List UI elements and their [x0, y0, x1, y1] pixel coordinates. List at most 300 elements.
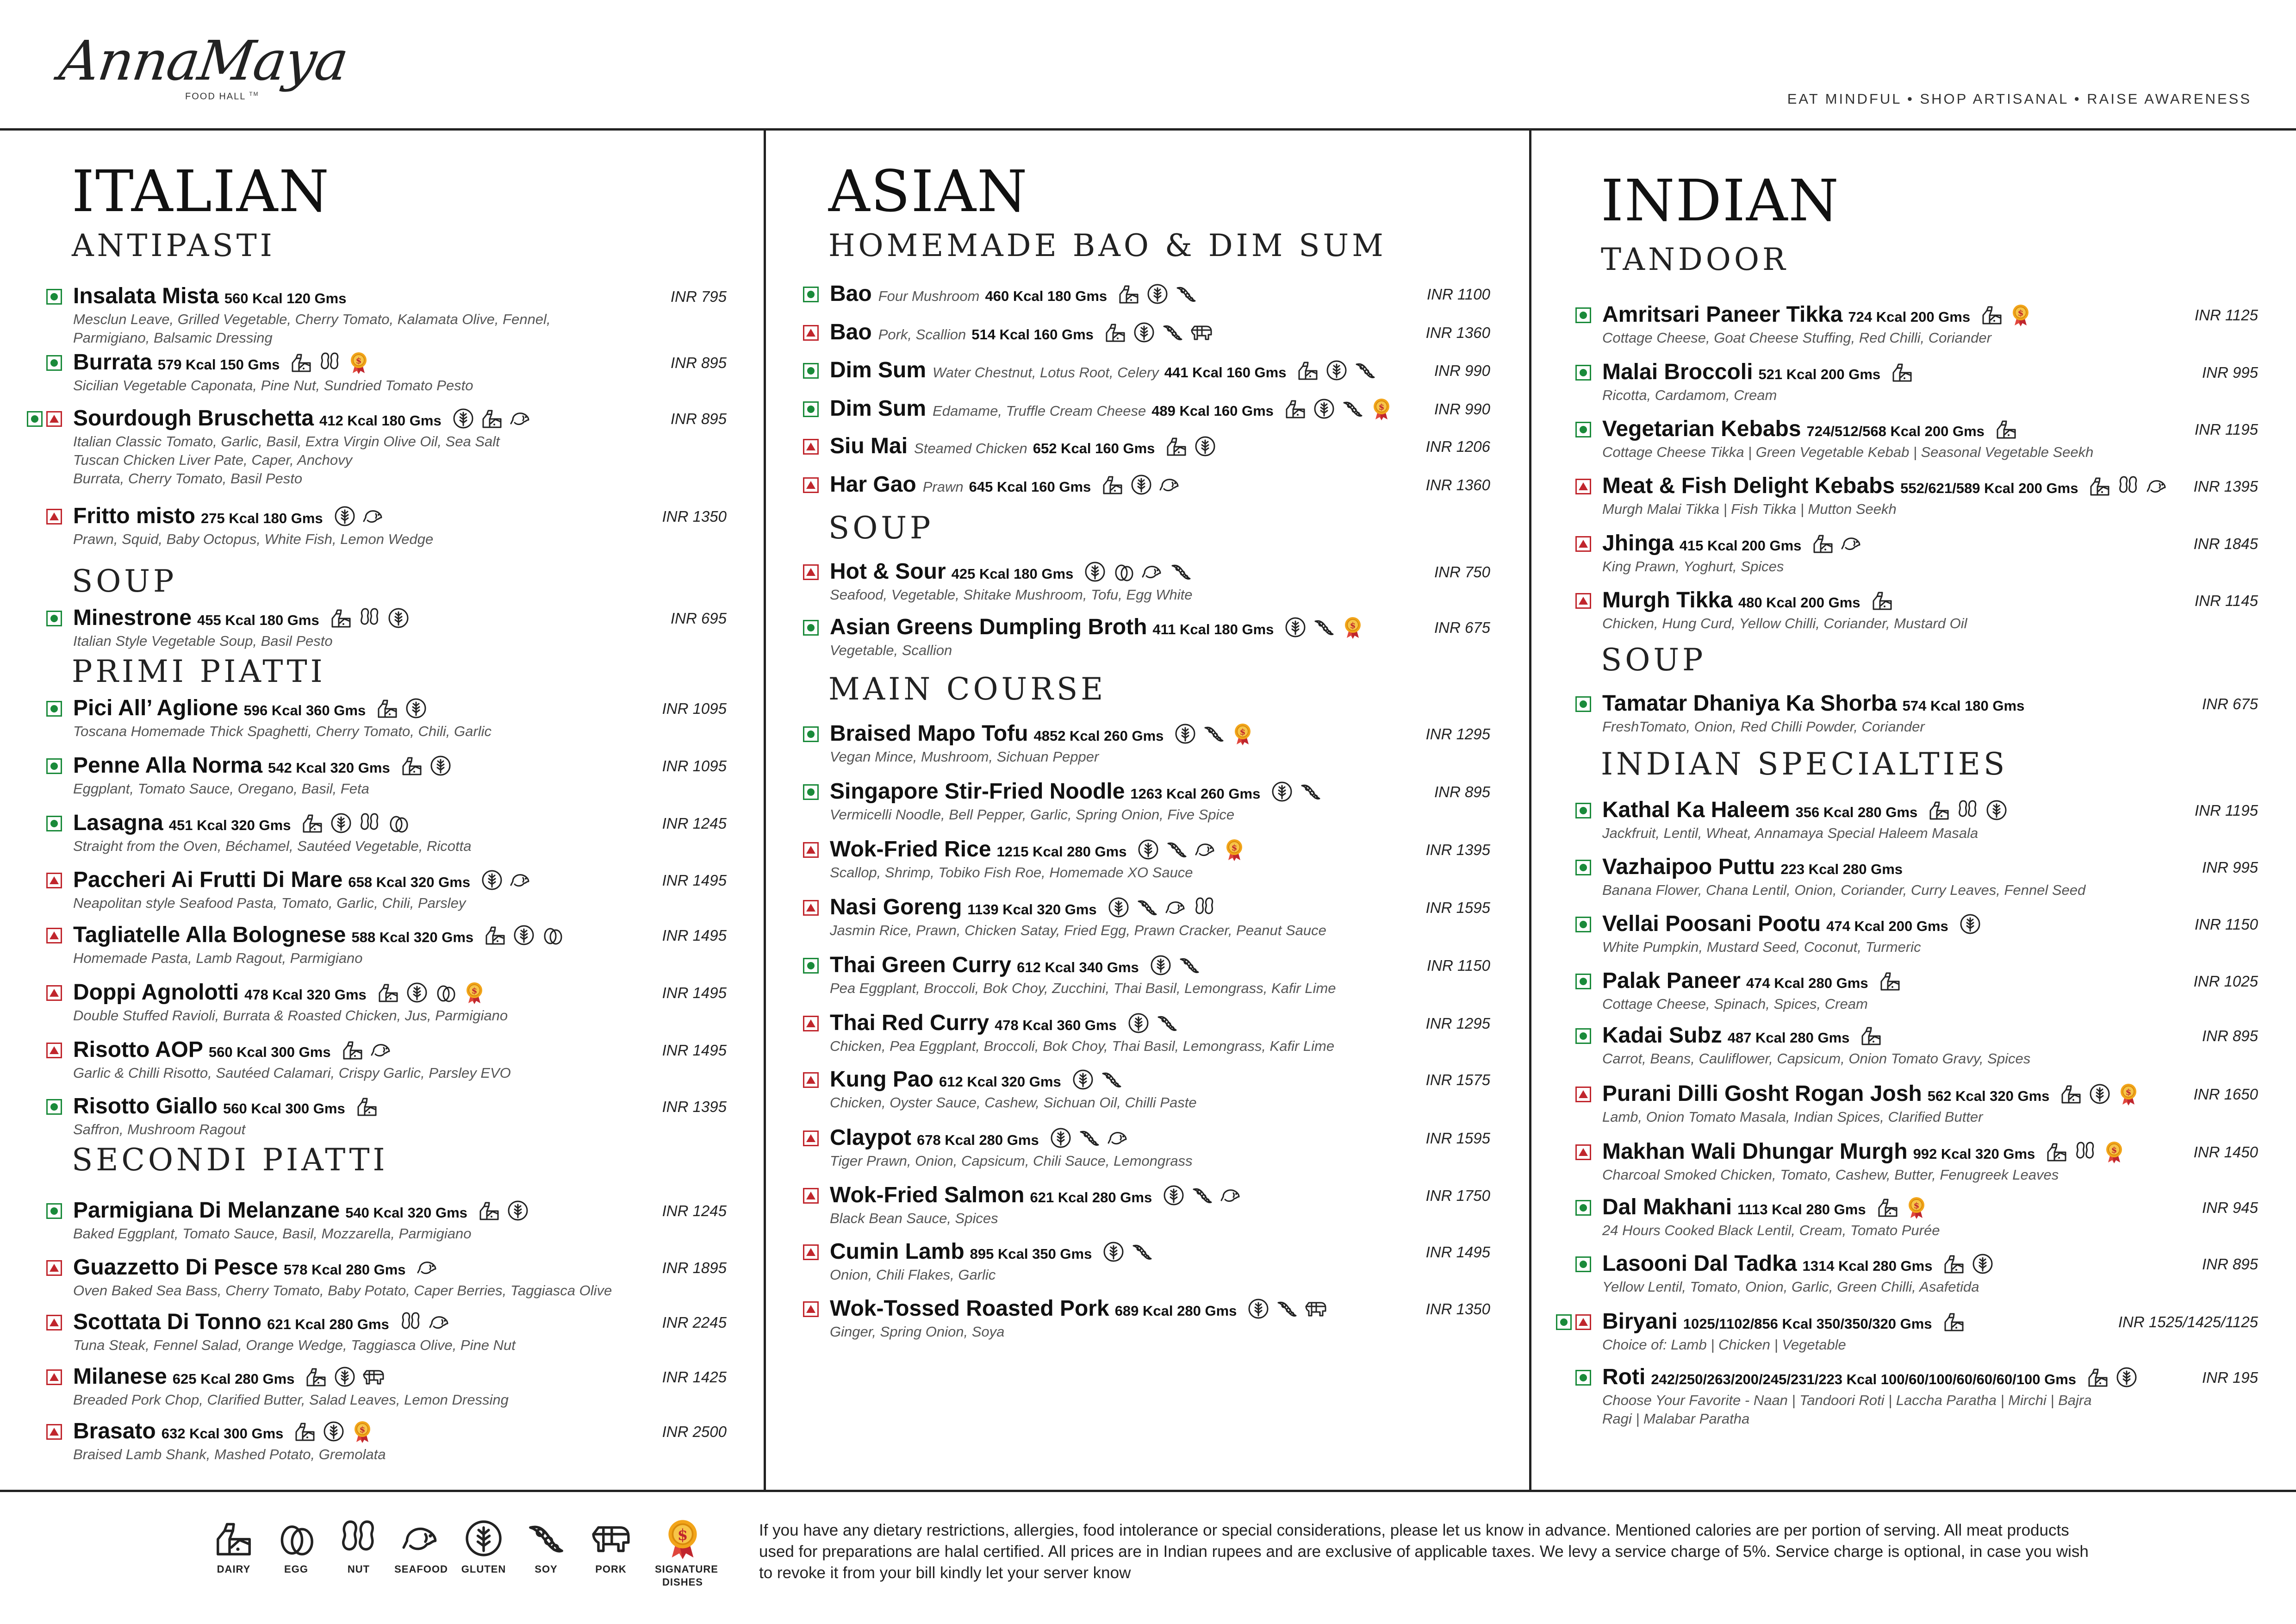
- dish-description: Choose Your Favorite - Naan | Tandoori Roti | Laccha Paratha | Mirchi | Bajra: [1602, 1392, 2092, 1408]
- menu-item: [1531, 302, 2296, 357]
- dish-price: INR 1495: [662, 872, 727, 889]
- menu-item: [1531, 1023, 2296, 1078]
- gluten-icon: [1313, 397, 1336, 420]
- dish-price: INR 1595: [1425, 1130, 1490, 1147]
- egg-icon: [1112, 560, 1135, 583]
- allergen-icons: [288, 1420, 374, 1443]
- seafood-icon: [2146, 475, 2169, 498]
- menu-item-title-line: [73, 605, 410, 631]
- menu-item-title-line: [830, 1067, 1123, 1092]
- seafood-icon: [1164, 896, 1188, 919]
- non-veg-mark-icon: [46, 873, 62, 888]
- menu-item: [1531, 587, 2296, 643]
- dish-price: INR 1845: [2193, 535, 2258, 552]
- dish-calories-weight: 455 Kcal 180 Gms: [197, 612, 319, 628]
- dish-price: INR 1360: [1425, 324, 1490, 341]
- section-title: MAIN COURSE: [828, 671, 1107, 707]
- allergen-icons: [395, 754, 452, 777]
- dish-price: INR 895: [1434, 783, 1490, 800]
- section-title: SOUP: [1601, 642, 1706, 678]
- svg-text:$: $: [471, 986, 478, 996]
- dairy-icon: [1995, 418, 2018, 441]
- seafood-icon: [1840, 532, 1863, 555]
- dish-name: Burrata: [73, 350, 152, 375]
- allergen-icons: [2054, 1082, 2140, 1106]
- dish-calories-weight: 552/621/589 Kcal 200 Gms: [1900, 480, 2078, 496]
- section-title: ANTIPASTI: [72, 228, 275, 263]
- non-veg-mark-icon: [1575, 1087, 1591, 1102]
- non-veg-mark-icon: [46, 1043, 62, 1058]
- menu-item-title-line: [830, 1182, 1243, 1208]
- dairy-icon: [1942, 1310, 1966, 1333]
- menu-item-title-line: [73, 1255, 439, 1280]
- allergen-icons: [2081, 1366, 2138, 1389]
- dish-calories-weight: 645 Kcal 160 Gms: [969, 479, 1091, 495]
- dairy-icon: [1811, 532, 1835, 555]
- dairy-icon: [2088, 475, 2111, 498]
- dish-calories-weight: 411 Kcal 180 Gms: [1152, 621, 1274, 637]
- dish-name: Bao: [830, 281, 872, 306]
- pork-icon: [1304, 1297, 1327, 1320]
- soy-icon: [1161, 321, 1184, 344]
- menu-item: [766, 721, 1529, 776]
- non-veg-mark-icon: [803, 325, 819, 341]
- allergen-icons: [371, 981, 486, 1004]
- menu-header: [0, 0, 2296, 131]
- menu-item: [1531, 1194, 2296, 1250]
- dish-description: Parmigiano, Balsamic Dressing: [73, 330, 273, 346]
- dish-calories-weight: 1215 Kcal 280 Gms: [996, 843, 1127, 860]
- signature-icon: [1370, 397, 1393, 420]
- dish-calories-weight: 474 Kcal 280 Gms: [1746, 975, 1868, 991]
- allergen-icons: [2040, 1140, 2126, 1163]
- dish-name: Dim Sum: [830, 396, 927, 421]
- dish-description: Tuna Steak, Fennel Salad, Orange Wedge, Taggiasca Olive, Pine Nut: [73, 1337, 516, 1353]
- dish-calories-weight: 478 Kcal 320 Gms: [244, 987, 367, 1003]
- dish-name: Brasato: [73, 1419, 156, 1443]
- menu-item-title-line: [830, 1125, 1130, 1150]
- non-veg-mark-icon: [1575, 479, 1591, 494]
- dish-description: Ricotta, Cardamom, Cream: [1602, 387, 1777, 403]
- nut-icon: [399, 1311, 423, 1334]
- dish-calories-weight: 689 Kcal 280 Gms: [1114, 1303, 1237, 1319]
- menu-item: [0, 1255, 764, 1310]
- menu-item: [0, 350, 764, 405]
- annamaya-logo: [56, 29, 352, 107]
- dairy-icon: [1871, 589, 1894, 612]
- allergen-icons: [1159, 435, 1217, 458]
- dish-price: INR 1245: [662, 815, 727, 832]
- dish-name: Wok-Tossed Roasted Pork: [830, 1296, 1109, 1321]
- soy-icon: [1078, 1126, 1101, 1149]
- allergen-icons: [295, 812, 410, 835]
- dish-calories-weight: 895 Kcal 350 Gms: [970, 1246, 1092, 1262]
- allergen-icons: [1098, 321, 1213, 344]
- non-veg-mark-icon: [46, 411, 62, 427]
- dish-description: Saffron, Mushroom Ragout: [73, 1121, 246, 1137]
- dish-calories-weight: 562 Kcal 320 Gms: [1927, 1088, 2050, 1104]
- dish-variant: Water Chestnut, Lotus Root, Celery: [933, 364, 1159, 381]
- svg-text:$: $: [677, 1526, 688, 1544]
- dish-name: Paccheri Ai Frutti Di Mare: [73, 868, 343, 892]
- allergen-icons: [1885, 361, 1914, 384]
- menu-item-title-line: [830, 433, 1217, 459]
- section-title: HOMEMADE BAO & DIM SUM: [828, 228, 1387, 263]
- brand-tagline: EAT MINDFUL • SHOP ARTISANAL • RAISE AWARENESS: [1787, 91, 2252, 107]
- menu-item: [766, 779, 1529, 834]
- dish-price: INR 2500: [662, 1423, 727, 1440]
- menu-item-title-line: [830, 472, 1182, 497]
- non-veg-mark-icon: [46, 509, 62, 525]
- menu-item-title-line: [1602, 587, 1894, 613]
- veg-mark-icon: [1575, 1200, 1591, 1216]
- dish-price: INR 1450: [2193, 1143, 2258, 1161]
- svg-text:$: $: [1240, 727, 1246, 737]
- column-asian: [766, 131, 1531, 1490]
- soy-icon: [1165, 838, 1188, 861]
- dish-name: Amritsari Paneer Tikka: [1602, 302, 1843, 327]
- dish-price: INR 1595: [1425, 899, 1490, 916]
- dairy-icon: [1101, 473, 1124, 496]
- dish-calories-weight: 356 Kcal 280 Gms: [1795, 804, 1918, 820]
- nut-icon: [358, 812, 381, 835]
- dish-name: Kadai Subz: [1602, 1023, 1722, 1048]
- dish-description: Onion, Chili Flakes, Garlic: [830, 1267, 996, 1283]
- dish-name: Wok-Fried Salmon: [830, 1183, 1025, 1207]
- dish-price: INR 1145: [2195, 592, 2258, 609]
- non-veg-mark-icon: [46, 1260, 62, 1276]
- dish-calories-weight: 478 Kcal 360 Gms: [995, 1017, 1117, 1033]
- veg-mark-icon: [1575, 1256, 1591, 1272]
- dish-description: Jackfruit, Lentil, Wheat, Annamaya Special Haleem Masala: [1602, 825, 1979, 841]
- soy-icon: [1156, 1012, 1179, 1035]
- menu-item-title-line: [1602, 1251, 1994, 1276]
- menu-item-title-line: [73, 503, 385, 529]
- dish-description: Lamb, Onion Tomato Masala, Indian Spices, Clarified Butter: [1602, 1109, 1983, 1125]
- allergen-icons: [1096, 1240, 1154, 1263]
- seafood-icon: [416, 1256, 439, 1279]
- logo-wordmark: AnnaMaya: [56, 29, 352, 93]
- allergen-icons: [1112, 282, 1198, 306]
- menu-item: [1531, 359, 2296, 415]
- dairy-icon: [1284, 397, 1307, 420]
- dairy-icon: [377, 981, 400, 1004]
- dairy-icon: [2045, 1140, 2068, 1163]
- nut-icon: [1193, 896, 1216, 919]
- dish-calories-weight: 1025/1102/856 Kcal 350/350/320 Gms: [1683, 1316, 1932, 1332]
- dish-price: INR 750: [1434, 563, 1490, 581]
- dish-name: Sourdough Bruschetta: [73, 406, 314, 431]
- gluten-icon: [1985, 799, 2008, 822]
- menu-item-title-line: [1602, 691, 2024, 716]
- allergen-icons: [1168, 722, 1254, 745]
- dish-variant: Four Mushroom: [878, 288, 980, 304]
- veg-mark-icon: [46, 701, 62, 717]
- dish-name: Claypot: [830, 1125, 912, 1150]
- legend-item-pork: [583, 1518, 639, 1576]
- veg-mark-icon: [803, 784, 819, 800]
- veg-mark-icon: [46, 758, 62, 774]
- gluten-icon: [1102, 1240, 1125, 1263]
- gluten-icon: [1194, 435, 1217, 458]
- dairy-icon: [305, 1365, 328, 1388]
- soy-icon: [1341, 397, 1364, 420]
- allergen-icons: [324, 606, 410, 630]
- dish-description: Straight from the Oven, Béchamel, Sautéed Vegetable, Ricotta: [73, 838, 472, 854]
- menu-item: [1531, 1081, 2296, 1137]
- gluten-icon: [1107, 896, 1130, 919]
- dish-description: Chicken, Hung Curd, Yellow Chilli, Coriander, Mustard Oil: [1602, 615, 1967, 631]
- soy-icon: [1178, 954, 1201, 977]
- svg-text:$: $: [1378, 402, 1385, 412]
- gluten-icon: [1247, 1297, 1270, 1320]
- gluten-icon: [463, 1518, 504, 1559]
- allergen-icons: [1873, 969, 1902, 993]
- gluten-icon: [1162, 1184, 1185, 1207]
- dish-calories-weight: 474 Kcal 200 Gms: [1826, 918, 1948, 934]
- dish-name: Jhinga: [1602, 531, 1674, 556]
- dish-description: Tuscan Chicken Liver Pate, Caper, Anchovy: [73, 452, 353, 468]
- dish-description: Prawn, Squid, Baby Octopus, White Fish, Lemon Wedge: [73, 531, 434, 547]
- veg-mark-icon: [1575, 696, 1591, 712]
- dish-price: INR 995: [2202, 859, 2258, 876]
- dish-description: FreshTomato, Onion, Red Chilli Powder, Coriander: [1602, 718, 1925, 735]
- seafood-icon: [1220, 1184, 1243, 1207]
- dish-name: Hot & Sour: [830, 559, 946, 584]
- dish-calories-weight: 1263 Kcal 260 Gms: [1130, 786, 1261, 802]
- dairy-icon: [1928, 799, 1951, 822]
- dish-name: Minestrone: [73, 606, 192, 630]
- menu-item-title-line: [1602, 531, 1863, 556]
- nut-icon: [318, 351, 342, 374]
- gluten-icon: [1174, 722, 1197, 745]
- dairy-icon: [376, 697, 399, 720]
- dish-calories-weight: 275 Kcal 180 Gms: [200, 510, 323, 526]
- menu-item: [766, 894, 1529, 950]
- menu-item-title-line: [1602, 1194, 1928, 1220]
- signature-icon: [1905, 1196, 1928, 1219]
- dish-description: Vermicelli Noodle, Bell Pepper, Garlic, Spring Onion, Five Spice: [830, 806, 1235, 823]
- non-veg-mark-icon: [1575, 1314, 1591, 1330]
- gluten-icon: [452, 407, 475, 430]
- menu-item: [1531, 968, 2296, 1024]
- dish-name: Guazzetto Di Pesce: [73, 1255, 278, 1280]
- dish-name: Thai Green Curry: [830, 953, 1012, 977]
- svg-text:$: $: [2017, 308, 2024, 318]
- dish-calories-weight: 596 Kcal 360 Gms: [243, 702, 366, 718]
- svg-text:$: $: [360, 1424, 366, 1435]
- dairy-icon: [1860, 1024, 1883, 1047]
- menu-item-title-line: [830, 837, 1246, 862]
- allergen-icons: [1291, 359, 1377, 382]
- menu-item: [766, 1010, 1529, 1066]
- dish-price: INR 1095: [662, 700, 727, 717]
- allergen-icons: [1121, 1012, 1179, 1035]
- dairy-icon: [355, 1095, 379, 1118]
- dairy-icon: [290, 351, 313, 374]
- svg-text:$: $: [1913, 1200, 1919, 1211]
- soy-icon: [525, 1518, 567, 1559]
- column-indian: [1531, 131, 2296, 1490]
- dairy-icon: [2086, 1366, 2109, 1389]
- veg-mark-icon: [46, 1203, 62, 1219]
- dish-calories-weight: 621 Kcal 280 Gms: [267, 1316, 389, 1332]
- non-veg-mark-icon: [803, 1244, 819, 1260]
- menu-item-title-line: [73, 867, 532, 893]
- dish-name: Milanese: [73, 1364, 167, 1389]
- non-veg-mark-icon: [803, 900, 819, 916]
- allergen-icons: [299, 1365, 385, 1388]
- dish-description: Sicilian Vegetable Caponata, Pine Nut, Sundried Tomato Pesto: [73, 377, 473, 394]
- dairy-icon: [301, 812, 324, 835]
- menu-item-title-line: [73, 406, 532, 431]
- dish-price: INR 1495: [662, 1042, 727, 1059]
- dish-name: Roti: [1602, 1365, 1646, 1389]
- dish-calories-weight: 992 Kcal 320 Gms: [1913, 1146, 2035, 1162]
- dish-description: Banana Flower, Chana Lentil, Onion, Coriander, Curry Leaves, Fennel Seed: [1602, 882, 2086, 898]
- veg-mark-icon: [803, 620, 819, 636]
- non-veg-mark-icon: [803, 439, 819, 455]
- soy-icon: [1191, 1184, 1214, 1207]
- veg-mark-icon: [803, 958, 819, 974]
- gluten-icon: [405, 981, 429, 1004]
- dish-price: INR 795: [670, 288, 727, 305]
- menu-item: [1531, 473, 2296, 529]
- dish-calories-weight: 425 Kcal 180 Gms: [951, 566, 1074, 582]
- menu-item: [1531, 911, 2296, 967]
- column-italian: [0, 131, 766, 1490]
- dish-price: INR 1295: [1425, 1015, 1490, 1032]
- veg-mark-icon: [803, 401, 819, 417]
- menu-footer: [0, 1490, 2296, 1624]
- gluten-icon: [1959, 912, 1982, 936]
- gluten-icon: [1325, 359, 1348, 382]
- menu-item: [0, 695, 764, 751]
- veg-mark-icon: [803, 363, 819, 379]
- menu-item: [0, 605, 764, 661]
- non-veg-mark-icon: [803, 477, 819, 493]
- seafood-icon: [1141, 560, 1164, 583]
- gluten-icon: [333, 1365, 356, 1388]
- menu-item: [1531, 691, 2296, 746]
- dish-name: Vazhaipoo Puttu: [1602, 855, 1775, 879]
- dish-description: Pea Eggplant, Broccoli, Bok Choy, Zucchini, Thai Basil, Lemongrass, Kafir Lime: [830, 980, 1336, 996]
- allergen-icons: [1044, 1126, 1130, 1149]
- non-veg-mark-icon: [803, 1016, 819, 1031]
- menu-item: [1531, 1309, 2296, 1364]
- section-title: SOUP: [828, 510, 934, 546]
- dish-calories-weight: 621 Kcal 280 Gms: [1030, 1189, 1152, 1206]
- dish-price: INR 675: [2202, 695, 2258, 712]
- dish-description: Braised Lamb Shank, Mashed Potato, Gremolata: [73, 1446, 386, 1462]
- dish-description: Chicken, Pea Eggplant, Broccoli, Bok Choy, Thai Basil, Lemongrass, Kafir Lime: [830, 1038, 1335, 1054]
- allergen-icons: [1865, 589, 1894, 612]
- dish-name: Vegetarian Kebabs: [1602, 417, 1801, 441]
- menu-item: [766, 1239, 1529, 1294]
- menu-item-title-line: [830, 1239, 1154, 1264]
- menu-item-title-line: [830, 559, 1193, 584]
- seafood-icon: [362, 505, 385, 528]
- dish-price: INR 1395: [2193, 478, 2258, 495]
- dairy-icon: [478, 1199, 501, 1222]
- legend-label: PORK: [595, 1563, 627, 1575]
- dish-name: Kathal Ka Haleem: [1602, 798, 1790, 822]
- allergen-icons: [370, 697, 428, 720]
- dish-calories-weight: 724 Kcal 200 Gms: [1848, 309, 1971, 325]
- menu-item: [1531, 1139, 2296, 1194]
- signature-icon: [2103, 1140, 2126, 1163]
- dish-description: Cottage Cheese, Spinach, Spices, Cream: [1602, 996, 1868, 1012]
- menu-item: [0, 1037, 764, 1093]
- dish-description: Cottage Cheese Tikka | Green Vegetable Kebab | Seasonal Vegetable Seekh: [1602, 444, 2094, 460]
- signature-icon: [463, 981, 486, 1004]
- dish-description: Yellow Lentil, Tomato, Onion, Garlic, Green Chilli, Asafetida: [1602, 1279, 1979, 1295]
- dish-name: Risotto AOP: [73, 1037, 203, 1062]
- gluten-icon: [1130, 473, 1153, 496]
- dish-calories-weight: 678 Kcal 280 Gms: [917, 1132, 1039, 1148]
- veg-mark-icon: [1575, 422, 1591, 437]
- dish-name: Dim Sum: [830, 358, 927, 382]
- menu-item-title-line: [1602, 797, 2008, 823]
- seafood-icon: [400, 1518, 442, 1559]
- menu-item: [0, 1309, 764, 1365]
- menu-item: [0, 867, 764, 923]
- seafood-icon: [509, 868, 532, 892]
- dairy-icon: [1942, 1252, 1966, 1275]
- allergen-icons: [1975, 303, 2032, 326]
- dish-name: Parmigiana Di Melanzane: [73, 1198, 340, 1223]
- menu-item: [0, 1364, 764, 1419]
- non-veg-mark-icon: [46, 985, 62, 1001]
- dish-calories-weight: 514 Kcal 160 Gms: [971, 326, 1094, 343]
- menu-item-title-line: [73, 1093, 379, 1119]
- soy-icon: [1276, 1297, 1299, 1320]
- dish-calories-weight: 724/512/568 Kcal 200 Gms: [1806, 423, 1985, 439]
- dish-calories-weight: 460 Kcal 180 Gms: [985, 288, 1108, 304]
- menu-item-title-line: [830, 1010, 1179, 1036]
- non-veg-mark-icon: [1575, 536, 1591, 552]
- dish-price: INR 1125: [2195, 306, 2258, 324]
- dish-price: INR 195: [2202, 1369, 2258, 1386]
- veg-mark-icon: [803, 726, 819, 742]
- veg-mark-icon: [46, 355, 62, 371]
- menu-item: [0, 283, 764, 346]
- non-veg-mark-icon: [803, 564, 819, 580]
- egg-icon: [275, 1518, 317, 1559]
- dish-calories-weight: 1139 Kcal 320 Gms: [967, 901, 1097, 918]
- allergen-icons: [446, 407, 532, 430]
- menu-item-title-line: [830, 894, 1216, 920]
- allergen-icons: [475, 868, 532, 892]
- dish-description: Cottage Cheese, Goat Cheese Stuffing, Red Chilli, Coriander: [1602, 330, 1991, 346]
- menu-item-title-line: [73, 1309, 451, 1335]
- dish-calories-weight: 579 Kcal 150 Gms: [157, 356, 280, 373]
- dairy-icon: [2060, 1082, 2083, 1106]
- allergen-icons: [394, 1311, 451, 1334]
- dish-description: Black Bean Sauce, Spices: [830, 1210, 998, 1226]
- dish-price: INR 2245: [662, 1314, 727, 1331]
- egg-icon: [434, 981, 457, 1004]
- dish-calories-weight: 489 Kcal 160 Gms: [1151, 403, 1274, 419]
- dish-name: Lasooni Dal Tadka: [1602, 1251, 1797, 1276]
- dish-description: Choice of: Lamb | Chicken | Vegetable: [1602, 1337, 1846, 1353]
- dish-name: Malai Broccoli: [1602, 360, 1753, 384]
- allergen-icons: [1278, 397, 1393, 420]
- soy-icon: [1299, 780, 1322, 803]
- allergen-icons: [411, 1256, 439, 1279]
- allergen-icons: [350, 1095, 379, 1118]
- svg-text:$: $: [2111, 1145, 2117, 1155]
